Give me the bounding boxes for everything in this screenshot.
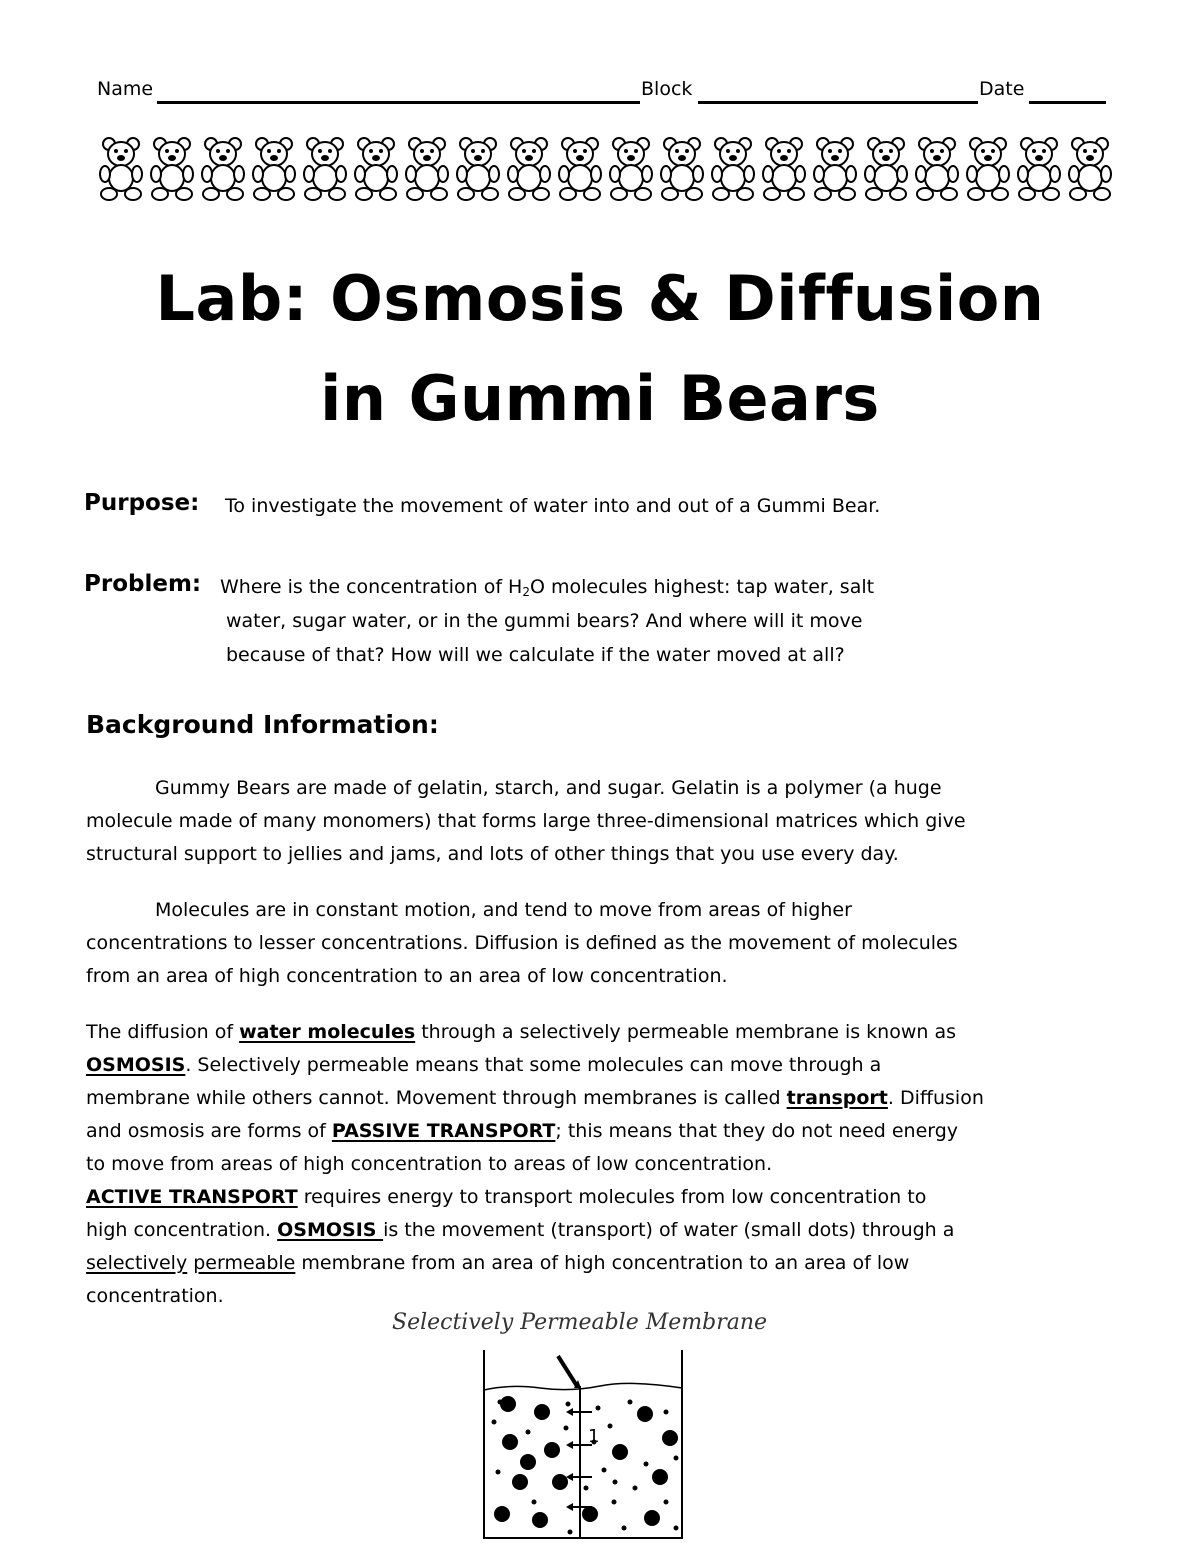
paragraph-1-line-3: structural support to jellies and jams, and lots of other things that you use every day.	[86, 843, 899, 865]
water-molecule	[568, 1530, 573, 1535]
large-molecule	[500, 1396, 516, 1412]
flow-arrow-head	[566, 1441, 573, 1449]
diagram-caption: Selectively Permeable Membrane	[392, 1310, 768, 1335]
water-molecule	[498, 1400, 503, 1405]
water-molecule	[664, 1410, 669, 1415]
problem-line-1: Where is the concentration of $H_2O$ molecules highest: tap water, salt	[220, 576, 875, 599]
teddy-bear-icon	[508, 138, 550, 200]
water-molecule	[566, 1402, 571, 1407]
problem-line-2: water, sugar water, or in the gummi bears? And where will it move	[226, 610, 863, 632]
large-molecule	[494, 1506, 510, 1522]
term-passive-transport: PASSIVE TRANSPORT	[331, 1120, 556, 1142]
teddy-bear-icon	[712, 138, 754, 200]
water-molecule	[664, 1500, 669, 1505]
membrane-pointer	[558, 1356, 577, 1386]
date-field-line[interactable]	[1029, 101, 1106, 104]
water-molecule	[496, 1470, 501, 1475]
large-molecule	[637, 1406, 653, 1422]
teddy-bear-icon	[559, 138, 601, 200]
paragraph-3-line-6: ACTIVE TRANSPORT requires energy to transport molecules from low concentration to	[86, 1186, 927, 1208]
teddy-bear-icon	[967, 138, 1009, 200]
water-molecule	[608, 1424, 613, 1429]
teddy-bear-icon	[1069, 138, 1111, 200]
teddy-bear-border-icon	[95, 132, 1115, 204]
paragraph-2-line-3: from an area of high concentration to an area of low concentration.	[86, 965, 728, 987]
water-molecule	[633, 1486, 638, 1491]
paragraph-3-line-1: The diffusion of water molecules through a selectively permeable membrane is known as	[86, 1021, 956, 1043]
teddy-bear-icon	[304, 138, 346, 200]
water-molecule	[644, 1462, 649, 1467]
large-molecule	[582, 1506, 598, 1522]
water-molecule	[564, 1426, 569, 1431]
paragraph-3-line-5: to move from areas of high concentration to areas of low concentration.	[86, 1153, 773, 1175]
water-surface	[484, 1383, 682, 1390]
paragraph-3-line-3: membrane while others cannot. Movement through membranes is called transport. Diffusion	[86, 1087, 984, 1109]
block-field-line[interactable]	[698, 101, 978, 104]
flow-arrow-head	[566, 1503, 573, 1511]
paragraph-3-line-2: OSMOSIS. Selectively permeable means that some molecules can move through a	[86, 1054, 882, 1076]
teddy-bear-icon	[151, 138, 193, 200]
teddy-bear-icon	[406, 138, 448, 200]
water-molecule	[628, 1400, 633, 1405]
large-molecule	[532, 1512, 548, 1528]
name-field-line[interactable]	[157, 101, 640, 104]
paragraph-1-line-2: molecule made of many monomers) that forms large three-dimensional matrices which give	[86, 810, 966, 832]
large-molecule	[520, 1454, 536, 1470]
water-molecule	[602, 1468, 607, 1473]
large-molecule	[534, 1404, 550, 1420]
teddy-bear-icon	[865, 138, 907, 200]
paragraph-1-line-1: Gummy Bears are made of gelatin, starch, and sugar. Gelatin is a polymer (a huge	[155, 777, 942, 799]
page-title-line2: in Gummi Bears	[320, 362, 880, 435]
teddy-bear-icon	[253, 138, 295, 200]
large-molecule	[644, 1510, 660, 1526]
water-molecule	[584, 1486, 589, 1491]
large-molecule	[662, 1430, 678, 1446]
water-molecule	[596, 1406, 601, 1411]
molecules-group	[492, 1396, 679, 1535]
teddy-bear-icon	[610, 138, 652, 200]
term-water-molecules: water molecules	[239, 1021, 416, 1043]
large-molecule	[652, 1469, 668, 1485]
page-title-line1: Lab: Osmosis & Diffusion	[155, 262, 1045, 335]
teddy-bear-icon	[457, 138, 499, 200]
water-molecule	[612, 1500, 617, 1505]
diagram-marker: 1	[588, 1426, 600, 1447]
large-molecule	[502, 1434, 518, 1450]
term-active-transport: ACTIVE TRANSPORT	[86, 1186, 298, 1208]
paragraph-2-line-1: Molecules are in constant motion, and tend to move from areas of higher	[155, 899, 852, 921]
large-molecule	[612, 1444, 628, 1460]
date-label: Date	[979, 78, 1025, 100]
large-molecule	[544, 1442, 560, 1458]
water-molecule	[622, 1526, 627, 1531]
paragraph-3-line-7: high concentration. OSMOSIS is the movement (transport) of water (small dots) through a	[86, 1219, 955, 1241]
osmosis-beaker-diagram	[470, 1342, 700, 1553]
water-molecule	[674, 1526, 679, 1531]
water-molecule	[526, 1430, 531, 1435]
term-selectively: selectively	[86, 1252, 188, 1274]
paragraph-2-line-2: concentrations to lesser concentrations. Diffusion is defined as the movement of molecules	[86, 932, 958, 954]
water-molecule	[613, 1480, 618, 1485]
teddy-bear-icon	[763, 138, 805, 200]
paragraph-3-line-8: selectively permeable membrane from an area of high concentration to an area of low	[86, 1252, 910, 1274]
teddy-bear-icon	[100, 138, 142, 200]
teddy-bear-icon	[355, 138, 397, 200]
paragraph-3-line-4: and osmosis are forms of PASSIVE TRANSPORT; this means that they do not need energy	[86, 1120, 959, 1142]
large-molecule	[552, 1474, 568, 1490]
teddy-bear-icon	[1018, 138, 1060, 200]
large-molecule	[512, 1474, 528, 1490]
paragraph-3-line-9: concentration.	[86, 1285, 224, 1307]
term-permeable: permeable	[193, 1252, 296, 1274]
water-molecule	[532, 1500, 537, 1505]
water-molecule	[492, 1420, 497, 1425]
problem-label: Problem:	[84, 571, 202, 597]
block-label: Block	[641, 78, 693, 100]
flow-arrow-head	[566, 1408, 573, 1416]
water-molecule	[674, 1456, 679, 1461]
purpose-text: To investigate the movement of water into and out of a Gummi Bear.	[225, 495, 881, 517]
teddy-bear-icon	[202, 138, 244, 200]
name-label: Name	[97, 78, 154, 100]
background-heading: Background Information:	[86, 710, 439, 739]
purpose-label: Purpose:	[84, 490, 200, 516]
term-osmosis: OSMOSIS	[86, 1054, 186, 1076]
term-osmosis-2: OSMOSIS	[277, 1219, 384, 1241]
teddy-bear-icon	[661, 138, 703, 200]
term-transport: transport	[786, 1087, 888, 1109]
teddy-bear-icon	[814, 138, 856, 200]
problem-line-3: because of that? How will we calculate if the water moved at all?	[226, 644, 845, 666]
teddy-bear-icon	[916, 138, 958, 200]
